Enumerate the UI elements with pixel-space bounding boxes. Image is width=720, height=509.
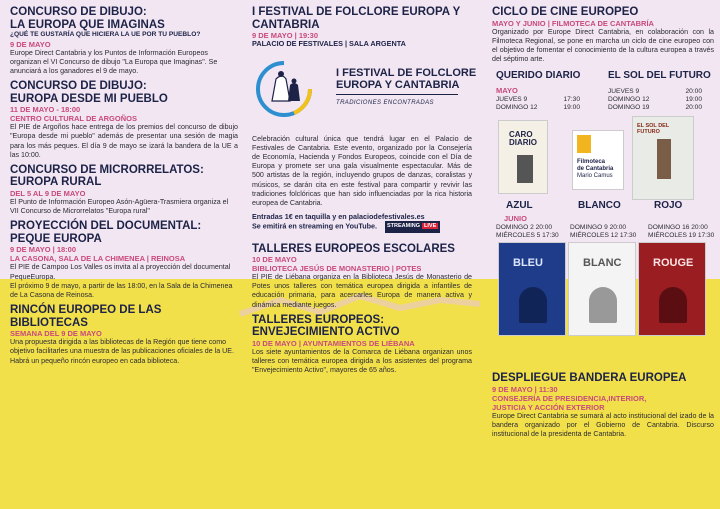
- section-festival-folclore: [252, 6, 477, 233]
- sched-day: DOMINGO 12: [608, 96, 650, 104]
- event-place: JUSTICIA Y ACCIÓN EXTERIOR: [492, 402, 605, 412]
- poster-title: ROUGE: [653, 257, 694, 270]
- event-place: PALACIO DE FESTIVALES | SALA ARGENTA: [252, 39, 406, 48]
- logo-text: [336, 67, 486, 109]
- section-title: PEQUE EUROPA: [10, 232, 102, 245]
- section-concurso-imaginas: [10, 6, 238, 76]
- tickets-info: Entradas 1€ en taquilla y en palaciodefestivales.es: [252, 212, 425, 222]
- event-place: CENTRO CULTURAL DE ARGOÑOS: [10, 114, 137, 124]
- poster-rouge: [638, 242, 706, 336]
- poster-title: EL SOL DEL FUTURO: [637, 123, 670, 136]
- section-talleres-escolares: [252, 243, 472, 310]
- section-title: EUROPA RURAL: [10, 176, 102, 189]
- section-bibliotecas: [10, 304, 238, 366]
- section-title: DESPLIEGUE BANDERA EUROPEA: [492, 372, 687, 385]
- june-showing: MIÉRCOLES 12 17:30: [570, 231, 637, 239]
- poster-bleu: [498, 242, 566, 336]
- logo-line1: I FESTIVAL DE FOLCLORE: [336, 66, 477, 79]
- film2-title: EL SOL DEL FUTURO: [608, 70, 711, 82]
- section-title: LA EUROPA QUE IMAGINAS: [10, 18, 165, 31]
- sched-day: JUEVES 9: [608, 88, 640, 96]
- streaming-text: Se emitirá en streaming en YouTube.: [252, 221, 378, 231]
- event-place: CONSEJERÍA DE PRESIDENCIA,INTERIOR,: [492, 393, 647, 403]
- poster-title: CARO: [509, 130, 533, 140]
- poster-title: BLEU: [513, 257, 543, 270]
- poster-figure: [657, 139, 671, 179]
- sched-day: JUEVES 9: [496, 96, 528, 104]
- section-title: EUROPA DESDE MI PUEBLO: [10, 92, 168, 105]
- film1-schedule: [496, 96, 580, 112]
- filmoteca-sub: Mario Camus: [577, 173, 613, 180]
- section-title: PROYECCIÓN DEL DOCUMENTAL:: [10, 220, 202, 233]
- poster-figure: [519, 287, 547, 323]
- live-badge: LIVE: [424, 223, 437, 230]
- section-body: Europe Direct Cantabria y los Puntos de Información Europeos organizan el VI Concurso de dibujo "La Europa que Imaginas". Se anunciará a los ganadores el 9 de mayo.: [10, 48, 218, 75]
- section-title: CONCURSO DE DIBUJO:: [10, 6, 147, 18]
- event-date: 9 DE MAYO | 11:30: [492, 384, 558, 394]
- june-showing: MIÉRCOLES 5 17:30: [496, 231, 559, 239]
- section-body: Celebración cultural única que tendrá lugar en el Palacio de Festivales de Cantabria. Este evento, organizado por la Consejería de Economía, Hacienda y Fondos Europeos, coincide con el Día de Europa y promete ser una gala visualmente espectacular. Más de 500 artistas de la región, incluyendo grupos de danzas, coralistas y músicos, se darán cita en este festival para compartir y revivir las tradiciones folclóricas que han sido influenciadas por la rica historia europea de Cantabria.: [252, 134, 472, 207]
- section-title: CONCURSO DE DIBUJO:: [10, 80, 147, 93]
- event-date: 11 DE MAYO - 18:00: [10, 105, 81, 115]
- section-body: Una propuesta dirigida a las bibliotecas de la Región que tiene como objetivo facilitarles una muestra de las publicaciones oficiales de la UE.: [10, 338, 234, 356]
- event-place: LA CASONA, SALA DE LA CHIMENEA | REINOSA: [10, 254, 186, 264]
- streaming-info: [252, 221, 472, 232]
- section-cine-europeo: [492, 6, 714, 64]
- section-bandera-europea: [492, 372, 714, 439]
- sched-time: 19:00: [685, 96, 702, 104]
- section-microrrelatos: [10, 164, 238, 216]
- june-schedule: [496, 224, 716, 239]
- film1-title: QUERIDO DIARIO: [496, 70, 581, 82]
- event-date: 9 DE MAYO | 19:30: [252, 31, 319, 40]
- section-body: Los siete ayuntamientos de la Comarca de Liébana organizan unos talleres con temática europea dirigida a los asistentes del programa "Envejecimiento Activo", mayores de 65 años.: [252, 347, 472, 375]
- poster-figure: [589, 287, 617, 323]
- section-concurso-pueblo: [10, 80, 238, 160]
- sched-day: DOMINGO 19: [608, 104, 650, 112]
- section-body: Habrá un pequeño rincón europeo en cada biblioteca.: [10, 356, 180, 365]
- sched-time: 20:00: [685, 104, 702, 112]
- section-envejecimiento: [252, 314, 472, 376]
- poster-blanc: [568, 242, 636, 336]
- section-title: ENVEJECIMIENTO ACTIVO: [252, 326, 400, 339]
- label-blanco: BLANCO: [578, 200, 621, 212]
- streaming-badge-label: STREAMING: [387, 223, 421, 230]
- logo-tagline: TRADICIONES ENCONTRADAS: [336, 99, 434, 106]
- poster-caro-diario: [498, 120, 548, 194]
- event-date: 9 DE MAYO: [10, 39, 51, 49]
- section-title: CANTABRIA: [252, 18, 320, 31]
- column-right: [492, 6, 714, 439]
- poster-title: DIARIO: [509, 138, 537, 148]
- poster-figure: [659, 287, 687, 323]
- event-date: DEL 5 AL 9 DE MAYO: [10, 188, 86, 198]
- festival-logo: [252, 57, 477, 135]
- section-title: CICLO DE CINE EUROPEO: [492, 6, 639, 18]
- section-subtitle: ¿QUÉ TE GUSTARÍA QUE HICIERA LA UE POR TU PUEBLO?: [10, 31, 201, 38]
- june-showing: DOMINGO 9 20:00: [570, 224, 627, 232]
- filmoteca-logo: [572, 130, 624, 190]
- streaming-badge: [385, 221, 440, 232]
- section-title: CONCURSO DE MICRORRELATOS:: [10, 163, 204, 176]
- section-title: TALLERES EUROPEOS ESCOLARES: [252, 242, 455, 255]
- month-may: MAYO: [496, 86, 518, 96]
- sched-time: 19:00: [563, 104, 580, 112]
- film2-schedule: [608, 88, 702, 112]
- section-body: Europe Direct Cantabria se sumará al acto institucional del izado de la bandera organizado por el Gobierno de Cantabria. Discurso institucional de la presidenta de Cantabria.: [492, 411, 714, 439]
- june-showing: MIÉRCOLES 19 17:30: [648, 231, 715, 239]
- folklore-dancers-icon: [254, 59, 314, 119]
- sched-day: DOMINGO 12: [496, 104, 538, 112]
- event-place: BIBLIOTECA JESÚS DE MONASTERIO | POTES: [252, 264, 422, 274]
- section-body: Organizado por Europe Direct Cantabria, en colaboración con la Filmoteca Regional, se pone en marcha un ciclo de cine europeo con el objetivo de fomentar el conocimiento de la cultura europea a través del séptimo arte.: [492, 27, 714, 64]
- section-body: El PIE de Argoños hace entrega de los premios del concurso de dibujo "Europa desde mi pueblo" además de presentar una sesión de magia para los más peques. El día 9 de mayo se izará la bandera de la UE a las 10:00.: [10, 123, 238, 159]
- month-june: JUNIO: [504, 214, 527, 224]
- june-showing: DOMINGO 2 20:00: [496, 224, 553, 232]
- logo-line2: EUROPA Y CANTABRIA: [336, 78, 460, 91]
- sched-time: 17:30: [563, 96, 580, 104]
- event-date: 10 DE MAYO | AYUNTAMIENTOS DE LIÉBANA: [252, 338, 415, 348]
- section-title: RINCÓN EUROPEO DE LAS: [10, 304, 162, 317]
- section-title: I FESTIVAL DE FOLCLORE EUROPA Y: [252, 6, 461, 18]
- poster-figure: [517, 155, 533, 183]
- event-date: MAYO Y JUNIO | FILMOTECA DE CANTABRÍA: [492, 18, 654, 28]
- event-date: 10 DE MAYO: [252, 255, 297, 265]
- june-showing: DOMINGO 16 20:00: [648, 224, 708, 232]
- label-azul: AZUL: [506, 200, 533, 212]
- filmoteca-name: de Cantabria: [577, 166, 614, 173]
- section-documental: [10, 220, 238, 300]
- sched-time: 20:00: [685, 88, 702, 96]
- section-body: El próximo 9 de mayo, a partir de las 18:00, en la Sala de la Chimenea de La Casona de Reinosa.: [10, 281, 233, 299]
- section-title: TALLERES EUROPEOS:: [252, 313, 385, 326]
- column-middle: [252, 6, 477, 375]
- event-date: 9 DE MAYO | 18:00: [10, 245, 77, 255]
- section-title: BIBLIOTECAS: [10, 316, 88, 329]
- film-schedule: [492, 70, 714, 370]
- poster-sol-del-futuro: [632, 116, 694, 200]
- column-left: [10, 6, 238, 366]
- filmoteca-name: Filmoteca: [577, 159, 606, 166]
- event-date: SEMANA DEL 9 DE MAYO: [10, 329, 102, 339]
- poster-title: BLANC: [583, 257, 622, 270]
- logo-divider: [336, 94, 458, 95]
- section-body: El PIE de Campoo Los Valles os invita al a proyección del documental PequeEuropa.: [10, 263, 231, 281]
- label-rojo: ROJO: [654, 200, 683, 212]
- section-body: El PIE de Liébana organiza en la Biblioteca Jesús de Monasterio de Potes unos talleres con temática europea dirigida a infantiles de educación primaria, para acercarles Europa de manera activa y dinámica mediante juegos.: [252, 273, 472, 309]
- section-body: El Punto de Información Europeo Asón-Agüera-Trasmiera organiza el VII Concurso de Microrrelatos "Europa rural": [10, 197, 229, 216]
- filmoteca-mark: [577, 135, 591, 153]
